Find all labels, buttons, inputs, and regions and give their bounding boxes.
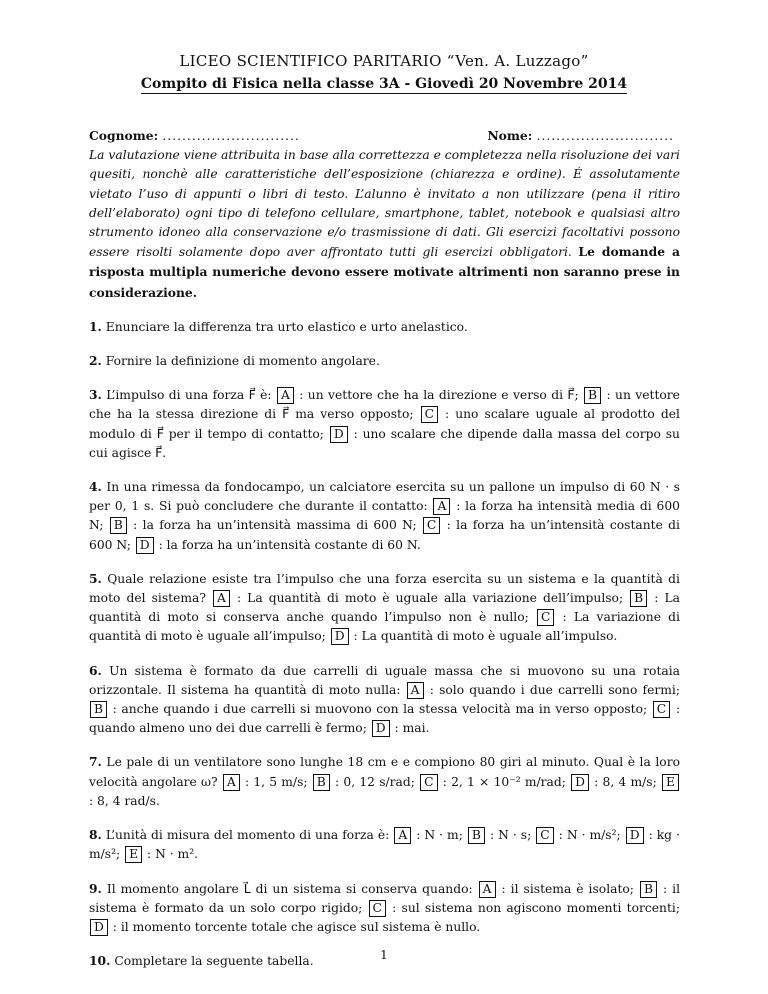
option-b-text: : N · s; <box>489 828 532 843</box>
question-text: Completare la seguente tabella. <box>114 954 314 969</box>
question-3 <box>89 385 680 463</box>
surname-field <box>89 126 300 146</box>
option-d-box: D <box>372 720 390 737</box>
question-stem: L’unità di misura del momento di una forza è: <box>105 828 390 843</box>
question-text: Enunciare la differenza tra urto elastico e urto anelastico. <box>105 319 468 334</box>
question-stem: Le pale di un ventilatore sono lunghe 18 cm e e compiono 80 giri al minuto. Qual è la loro velocità angolare ω? <box>89 755 680 789</box>
question-number: 5. <box>89 570 102 586</box>
question-number: 2. <box>89 353 102 369</box>
option-a-text: : la forza ha intensità media di 600 N; <box>89 499 680 533</box>
option-d-box: D <box>571 774 589 791</box>
option-b-box: B <box>640 881 657 898</box>
instructions-text: La valutazione viene attribuita in base alla correttezza e completezza nella risoluzione dei vari quesiti, nonchè alle caratteristiche dell’esposizione (chiarezza e ordine). É assolutamente vietato l’uso di appunti o libri di testo. L’alunno è invitato a non utilizzare (pena il ritiro dell’elaborato) ogni tipo di telefono cellulare, smartphone, tablet, notebook e qualsiasi altro strumento idoneo alla conservazione e/o trasmissione di dati. Gli esercizi facoltativi possono essere risolti solamente dopo aver affrontato tutti gli esercizi obbligatori. <box>89 148 680 260</box>
option-b-box: B <box>110 517 127 534</box>
option-a-text: : La quantità di moto è uguale alla variazione dell’impulso; <box>236 591 624 606</box>
question-7 <box>89 752 680 811</box>
question-number: 3. <box>89 387 102 403</box>
question-stem: Quale relazione esiste tra l’impulso che una forza esercita su un sistema e la quantità di moto del sistema? <box>89 571 680 606</box>
question-number: 1. <box>89 318 102 334</box>
option-b-text: : la forza ha un’intensità massima di 600 N; <box>133 518 417 533</box>
option-c-text: : N · m/s²; <box>558 828 621 843</box>
option-d-text: : 8, 4 m/s; <box>594 774 657 789</box>
option-b-box: B <box>468 827 485 844</box>
option-b-text: : un vettore che ha la stessa direzione di F⃗ ma verso opposto; <box>89 388 680 422</box>
option-b-text: : anche quando i due carrelli si muovono con la stessa velocità ma in verso opposto; <box>112 702 648 717</box>
option-a-text: : 1, 5 m/s; <box>244 774 308 789</box>
option-c-text: : La variazione di quantità di moto è uguale all’impulso; <box>89 610 680 644</box>
option-a-box: A <box>433 498 450 515</box>
option-d-text: : La quantità di moto è uguale all’impulso. <box>353 629 618 644</box>
option-c-text: : 2, 1 × 10⁻² m/rad; <box>442 774 566 789</box>
option-c-box: C <box>537 609 554 626</box>
option-a-box: A <box>213 590 230 607</box>
student-fields <box>89 126 680 146</box>
option-e-text: : N · m². <box>147 847 199 862</box>
question-number: 8. <box>89 827 102 843</box>
name-dots: ............................ <box>536 129 674 143</box>
option-b-box: B <box>584 387 601 404</box>
name-label: Nome: <box>487 128 533 143</box>
option-a-text: : N · m; <box>416 828 463 843</box>
option-a-box: A <box>223 774 240 791</box>
question-9 <box>89 879 680 938</box>
surname-dots: ............................ <box>162 129 300 143</box>
option-d-text: : la forza ha un’intensità costante di 60 N. <box>158 537 421 552</box>
question-stem: In una rimessa da fondocampo, un calciatore esercita su un pallone un impulso di 60 N · s per 0, 1 s. Si può concludere che durante il contatto: <box>89 480 680 514</box>
option-e-box: E <box>662 774 679 791</box>
option-b-text: : il sistema è formato da un solo corpo rigido; <box>89 881 680 915</box>
option-a-box: A <box>277 387 294 404</box>
option-e-box: E <box>125 846 142 863</box>
option-c-text: : uno scalare uguale al prodotto del modulo di F⃗ per il tempo di contatto; <box>89 407 680 441</box>
question-number: 4. <box>89 479 102 495</box>
option-b-text: : 0, 12 s/rad; <box>335 774 415 789</box>
option-a-box: A <box>407 682 424 699</box>
option-b-box: B <box>313 774 330 791</box>
question-text: Fornire la definizione di momento angolare. <box>105 354 380 369</box>
question-4 <box>89 477 680 555</box>
option-c-box: C <box>653 701 670 718</box>
question-8 <box>89 825 680 864</box>
option-a-text: : solo quando i due carrelli sono fermi; <box>429 682 681 697</box>
option-d-box: D <box>136 537 154 554</box>
option-b-text: : La quantità di moto si conserva anche quando l’impulso non è nullo; <box>89 591 680 625</box>
question-2 <box>89 351 680 371</box>
name-field <box>487 126 674 146</box>
question-stem: L’impulso di una forza F⃗ è: <box>106 388 272 403</box>
option-d-text: : il momento torcente totale che agisce sul sistema è nullo. <box>112 919 481 934</box>
option-a-box: A <box>479 881 496 898</box>
question-number: 9. <box>89 880 102 896</box>
question-stem: Un sistema è formato da due carrelli di uguale massa che si muovono su una rotaia orizzontale. Il sistema ha quantità di moto nulla: <box>89 663 680 697</box>
question-5 <box>89 569 680 647</box>
option-d-box: D <box>330 426 348 443</box>
option-b-box: B <box>630 590 647 607</box>
option-c-box: C <box>423 517 440 534</box>
question-number: 10. <box>89 953 111 969</box>
exam-body <box>89 126 680 971</box>
question-1 <box>89 317 680 337</box>
option-d-text: : uno scalare che dipende dalla massa del corpo su cui agisce F⃗. <box>89 426 680 460</box>
option-c-box: C <box>421 406 438 423</box>
option-d-box: D <box>90 919 108 936</box>
option-d-box: D <box>626 827 644 844</box>
surname-label: Cognome: <box>89 128 159 143</box>
instructions-bold: Le domande a risposta multipla numeriche devono essere motivate altrimenti non saranno prese in considerazione. <box>89 244 680 300</box>
instructions <box>89 146 680 303</box>
option-b-box: B <box>90 701 107 718</box>
page-number: 1 <box>380 948 388 962</box>
option-c-text: : sul sistema non agiscono momenti torcenti; <box>392 900 680 915</box>
option-c-box: C <box>536 827 553 844</box>
option-c-text: : quando almeno uno dei due carrelli è fermo; <box>89 702 680 736</box>
question-number: 7. <box>89 754 102 770</box>
exam-subtitle: Compito di Fisica nella classe 3A - Giovedì 20 Novembre 2014 <box>140 76 628 92</box>
option-d-text: : kg · m/s²; <box>89 828 680 862</box>
option-c-box: C <box>420 774 437 791</box>
option-a-text: : il sistema è isolato; <box>501 881 634 896</box>
option-a-box: A <box>394 827 411 844</box>
option-d-text: : mai. <box>394 721 430 736</box>
option-d-box: D <box>331 628 349 645</box>
option-e-text: : 8, 4 rad/s. <box>89 793 160 808</box>
question-number: 6. <box>89 662 102 678</box>
option-a-text: : un vettore che ha la direzione e verso di F⃗; <box>299 388 579 403</box>
school-title: LICEO SCIENTIFICO PARITARIO “Ven. A. Luzzago” <box>179 52 589 70</box>
option-c-text: : la forza ha un’intensità costante di 600 N; <box>89 518 680 552</box>
option-c-box: C <box>369 900 386 917</box>
question-stem: Il momento angolare L⃗ di un sistema si conserva quando: <box>106 881 473 896</box>
question-6 <box>89 661 680 739</box>
